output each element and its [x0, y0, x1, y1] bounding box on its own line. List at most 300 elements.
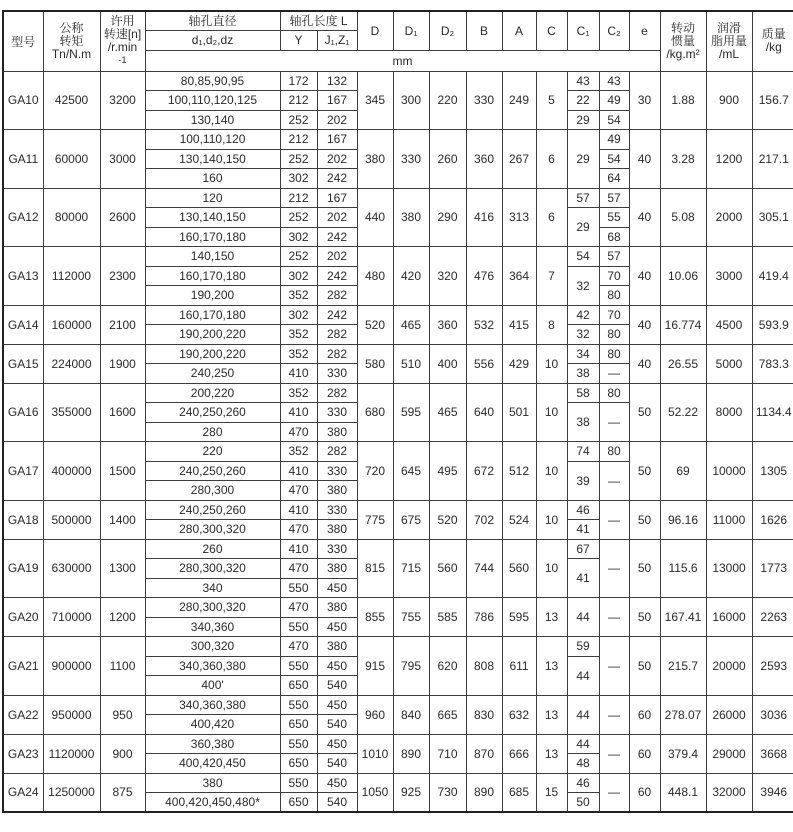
dim-d1-cell: 840: [393, 695, 429, 734]
grease-cell: 32000: [706, 773, 752, 812]
dim-d-cell: 380: [357, 130, 393, 189]
dim-c-cell: 10: [536, 539, 567, 598]
e-cell: 40: [629, 188, 660, 247]
c2-cell: —: [599, 500, 629, 539]
c2-cell: 55: [599, 208, 629, 228]
grease-cell: 11000: [706, 500, 752, 539]
bore-diameter-cell: 400,420,450: [145, 754, 280, 774]
dim-c-cell: 10: [536, 442, 567, 501]
dim-d2-cell: 730: [429, 773, 466, 812]
speed-cell: 1200: [100, 598, 145, 637]
bore-diameter-cell: 100,110,120,125: [145, 91, 280, 111]
col-header-length-jz: J₁,Z₁: [317, 30, 357, 50]
grease-cell: 2000: [706, 188, 752, 247]
length-jz-cell: 380: [317, 637, 357, 657]
dim-a-cell: 560: [502, 539, 536, 598]
speed-cell: 2100: [100, 305, 145, 344]
c1-cell: 32: [567, 266, 599, 305]
dim-d1-cell: 715: [393, 539, 429, 598]
col-header-D: D: [357, 11, 393, 50]
grease-cell: 4500: [706, 305, 752, 344]
dim-b-cell: 360: [466, 130, 502, 189]
c2-cell: 57: [599, 247, 629, 267]
dim-c-cell: 10: [536, 500, 567, 539]
bore-diameter-cell: 280,300,320: [145, 559, 280, 579]
bore-diameter-cell: 100,110,120: [145, 130, 280, 150]
torque-cell: 1250000: [43, 773, 100, 812]
length-y-cell: 410: [280, 539, 317, 559]
col-header-C2: C₂: [599, 11, 629, 50]
length-y-cell: 252: [280, 149, 317, 169]
dim-a-cell: 267: [502, 130, 536, 189]
length-y-cell: 352: [280, 286, 317, 306]
length-jz-cell: 450: [317, 695, 357, 715]
inertia-cell: 26.55: [660, 344, 706, 383]
col-header-model: 型号: [3, 11, 43, 71]
e-cell: 50: [629, 442, 660, 501]
speed-cell: 1100: [100, 637, 145, 696]
table-row: [3, 305, 793, 325]
e-cell: 60: [629, 773, 660, 812]
c1-cell: 67: [567, 539, 599, 559]
bore-diameter-cell: 80,85,90,95: [145, 71, 280, 91]
c2-cell: —: [599, 539, 629, 598]
model-cell: GA14: [3, 305, 43, 344]
torque-cell: 710000: [43, 598, 100, 637]
dim-b-cell: 870: [466, 734, 502, 773]
torque-cell: 60000: [43, 130, 100, 189]
length-y-cell: 410: [280, 364, 317, 384]
model-cell: GA24: [3, 773, 43, 812]
dim-d2-cell: 220: [429, 71, 466, 130]
length-jz-cell: 330: [317, 500, 357, 520]
c1-cell: 34: [567, 344, 599, 364]
length-jz-cell: 380: [317, 481, 357, 501]
c1-cell: 38: [567, 364, 599, 384]
length-jz-cell: 540: [317, 715, 357, 735]
bore-diameter-cell: 160,170,180: [145, 266, 280, 286]
speed-cell: 2300: [100, 247, 145, 306]
dim-d-cell: 915: [357, 637, 393, 696]
spec-table-header: [3, 11, 793, 71]
e-cell: 40: [629, 305, 660, 344]
model-cell: GA21: [3, 637, 43, 696]
bore-diameter-cell: 340: [145, 578, 280, 598]
dim-b-cell: 556: [466, 344, 502, 383]
length-jz-cell: 450: [317, 617, 357, 637]
length-y-cell: 550: [280, 656, 317, 676]
bore-diameter-cell: 160,170,180: [145, 227, 280, 247]
length-jz-cell: 242: [317, 266, 357, 286]
inertia-cell: 115.6: [660, 539, 706, 598]
bore-diameter-cell: 300,320: [145, 637, 280, 657]
c1-cell: 41: [567, 559, 599, 598]
length-y-cell: 550: [280, 773, 317, 793]
dim-d1-cell: 755: [393, 598, 429, 637]
length-y-cell: 550: [280, 734, 317, 754]
torque-cell: 42500: [43, 71, 100, 130]
grease-cell: 13000: [706, 539, 752, 598]
speed-cell: 1900: [100, 344, 145, 383]
dim-b-cell: 890: [466, 773, 502, 812]
torque-cell: 900000: [43, 637, 100, 696]
dim-a-cell: 313: [502, 188, 536, 247]
dim-d2-cell: 520: [429, 500, 466, 539]
c1-cell: 58: [567, 383, 599, 403]
dim-a-cell: 415: [502, 305, 536, 344]
model-cell: GA18: [3, 500, 43, 539]
length-y-cell: 352: [280, 442, 317, 462]
c2-cell: —: [599, 598, 629, 637]
e-cell: 50: [629, 383, 660, 442]
length-y-cell: 252: [280, 247, 317, 267]
c1-cell: 48: [567, 754, 599, 774]
c2-cell: 80: [599, 383, 629, 403]
dim-d-cell: 720: [357, 442, 393, 501]
dim-d-cell: 580: [357, 344, 393, 383]
speed-cell: 3200: [100, 71, 145, 130]
dim-a-cell: 685: [502, 773, 536, 812]
spec-table-body: [3, 71, 793, 812]
length-jz-cell: 202: [317, 208, 357, 228]
dim-d-cell: 345: [357, 71, 393, 130]
c2-cell: 64: [599, 169, 629, 189]
dim-d1-cell: 595: [393, 383, 429, 442]
dim-d1-cell: 465: [393, 305, 429, 344]
c2-cell: 54: [599, 149, 629, 169]
dim-c-cell: 10: [536, 383, 567, 442]
c1-cell: 46: [567, 500, 599, 520]
length-jz-cell: 450: [317, 578, 357, 598]
table-row: [3, 71, 793, 91]
dim-c-cell: 5: [536, 71, 567, 130]
mass-cell: 305.1: [752, 188, 793, 247]
dim-a-cell: 249: [502, 71, 536, 130]
length-y-cell: 650: [280, 676, 317, 696]
c2-cell: 70: [599, 305, 629, 325]
col-header-D1: D₁: [393, 11, 429, 50]
bore-diameter-cell: 190,200,220: [145, 344, 280, 364]
mass-cell: 2263: [752, 598, 793, 637]
col-header-e: e: [629, 11, 660, 50]
dim-d2-cell: 465: [429, 383, 466, 442]
model-cell: GA12: [3, 188, 43, 247]
dim-d1-cell: 645: [393, 442, 429, 501]
c1-cell: 59: [567, 637, 599, 657]
bore-diameter-cell: 280,300,320: [145, 520, 280, 540]
bore-diameter-cell: 240,250: [145, 364, 280, 384]
bore-diameter-cell: 280,300: [145, 481, 280, 501]
length-y-cell: 470: [280, 637, 317, 657]
grease-cell: 20000: [706, 637, 752, 696]
torque-cell: 500000: [43, 500, 100, 539]
col-header-B: B: [466, 11, 502, 50]
dim-d2-cell: 260: [429, 130, 466, 189]
dim-b-cell: 532: [466, 305, 502, 344]
dim-d2-cell: 710: [429, 734, 466, 773]
model-cell: GA10: [3, 71, 43, 130]
model-cell: GA16: [3, 383, 43, 442]
dim-b-cell: 808: [466, 637, 502, 696]
mass-cell: 1134.4: [752, 383, 793, 442]
c2-cell: 80: [599, 442, 629, 462]
grease-cell: 900: [706, 71, 752, 130]
inertia-cell: 10.06: [660, 247, 706, 306]
c1-cell: 38: [567, 403, 599, 442]
dim-a-cell: 666: [502, 734, 536, 773]
e-cell: 30: [629, 71, 660, 130]
length-jz-cell: 282: [317, 344, 357, 364]
model-cell: GA17: [3, 442, 43, 501]
length-y-cell: 352: [280, 383, 317, 403]
dim-d-cell: 680: [357, 383, 393, 442]
dim-a-cell: 501: [502, 383, 536, 442]
c2-cell: —: [599, 773, 629, 812]
e-cell: 60: [629, 734, 660, 773]
bore-diameter-cell: 130,140,150: [145, 149, 280, 169]
dim-d-cell: 1050: [357, 773, 393, 812]
mass-cell: 3036: [752, 695, 793, 734]
length-jz-cell: 242: [317, 305, 357, 325]
dim-d-cell: 480: [357, 247, 393, 306]
grease-cell: 1200: [706, 130, 752, 189]
c2-cell: —: [599, 403, 629, 442]
length-jz-cell: 242: [317, 169, 357, 189]
c1-cell: 44: [567, 656, 599, 695]
dim-d2-cell: 620: [429, 637, 466, 696]
model-cell: GA11: [3, 130, 43, 189]
dim-d-cell: 775: [357, 500, 393, 539]
dim-a-cell: 524: [502, 500, 536, 539]
length-jz-cell: 132: [317, 71, 357, 91]
col-header-A: A: [502, 11, 536, 50]
length-y-cell: 212: [280, 130, 317, 150]
c1-cell: 74: [567, 442, 599, 462]
col-header-length-y: Y: [280, 30, 317, 50]
c2-cell: 49: [599, 91, 629, 111]
length-jz-cell: 282: [317, 286, 357, 306]
c2-cell: 54: [599, 110, 629, 130]
dim-d2-cell: 665: [429, 695, 466, 734]
length-jz-cell: 330: [317, 403, 357, 423]
c1-cell: 32: [567, 325, 599, 345]
length-y-cell: 550: [280, 617, 317, 637]
bore-diameter-cell: 130,140: [145, 110, 280, 130]
c2-cell: 68: [599, 227, 629, 247]
table-row: [3, 695, 793, 715]
torque-cell: 950000: [43, 695, 100, 734]
length-y-cell: 302: [280, 227, 317, 247]
length-y-cell: 410: [280, 403, 317, 423]
length-y-cell: 470: [280, 481, 317, 501]
length-jz-cell: 202: [317, 149, 357, 169]
length-jz-cell: 330: [317, 364, 357, 384]
dim-d2-cell: 495: [429, 442, 466, 501]
dim-d1-cell: 380: [393, 188, 429, 247]
dim-b-cell: 672: [466, 442, 502, 501]
bore-diameter-cell: 360,380: [145, 734, 280, 754]
bore-diameter-cell: 260: [145, 539, 280, 559]
inertia-cell: 215.7: [660, 637, 706, 696]
length-jz-cell: 202: [317, 247, 357, 267]
dim-c-cell: 15: [536, 773, 567, 812]
mass-cell: 1305: [752, 442, 793, 501]
dim-a-cell: 512: [502, 442, 536, 501]
length-y-cell: 650: [280, 715, 317, 735]
table-row: [3, 442, 793, 462]
c2-cell: 80: [599, 344, 629, 364]
inertia-cell: 448.1: [660, 773, 706, 812]
c1-cell: 29: [567, 110, 599, 130]
col-header-bore-length: 轴孔长度 L: [280, 11, 357, 30]
dim-d1-cell: 300: [393, 71, 429, 130]
bore-diameter-cell: 140,150: [145, 247, 280, 267]
c1-cell: 42: [567, 305, 599, 325]
speed-cell: 950: [100, 695, 145, 734]
c2-cell: 80: [599, 325, 629, 345]
grease-cell: 8000: [706, 383, 752, 442]
col-header-bore-diameter-sub: d₁,d₂,dz: [145, 30, 280, 50]
torque-cell: 630000: [43, 539, 100, 598]
inertia-cell: 5.08: [660, 188, 706, 247]
dim-d-cell: 815: [357, 539, 393, 598]
length-jz-cell: 450: [317, 734, 357, 754]
dim-d2-cell: 400: [429, 344, 466, 383]
speed-cell: 3000: [100, 130, 145, 189]
table-row: [3, 344, 793, 364]
model-cell: GA22: [3, 695, 43, 734]
mass-cell: 3946: [752, 773, 793, 812]
model-cell: GA23: [3, 734, 43, 773]
speed-cell: 2600: [100, 188, 145, 247]
speed-cell: 1600: [100, 383, 145, 442]
torque-cell: 80000: [43, 188, 100, 247]
length-jz-cell: 380: [317, 598, 357, 618]
length-y-cell: 550: [280, 695, 317, 715]
speed-cell: 1500: [100, 442, 145, 501]
c1-cell: 44: [567, 734, 599, 754]
e-cell: 50: [629, 598, 660, 637]
col-header-grease: 润滑 脂用量 /mL: [706, 11, 752, 71]
table-row: [3, 247, 793, 267]
c1-cell: 43: [567, 71, 599, 91]
dim-c-cell: 6: [536, 130, 567, 189]
torque-cell: 400000: [43, 442, 100, 501]
dim-a-cell: 611: [502, 637, 536, 696]
torque-cell: 355000: [43, 383, 100, 442]
e-cell: 50: [629, 500, 660, 539]
bore-diameter-cell: 130,140,150: [145, 208, 280, 228]
length-jz-cell: 380: [317, 520, 357, 540]
c2-cell: —: [599, 637, 629, 696]
dim-c-cell: 13: [536, 637, 567, 696]
length-jz-cell: 202: [317, 110, 357, 130]
e-cell: 50: [629, 637, 660, 696]
dim-c-cell: 13: [536, 734, 567, 773]
c1-cell: 46: [567, 773, 599, 793]
c1-cell: 22: [567, 91, 599, 111]
mass-cell: 3668: [752, 734, 793, 773]
bore-diameter-cell: 280,300,320: [145, 598, 280, 618]
table-row: [3, 188, 793, 208]
bore-diameter-cell: 340,360,380: [145, 695, 280, 715]
table-row: [3, 734, 793, 754]
dim-d1-cell: 675: [393, 500, 429, 539]
c2-cell: 70: [599, 266, 629, 286]
c2-cell: 49: [599, 130, 629, 150]
length-jz-cell: 540: [317, 793, 357, 813]
bore-diameter-cell: 190,200,220: [145, 325, 280, 345]
col-header-bore-diameter: 轴孔直径: [145, 11, 280, 30]
col-header-speed: 许用 转速[n] /r.min -1: [100, 11, 145, 71]
bore-diameter-cell: 240,250,260: [145, 403, 280, 423]
table-row: [3, 637, 793, 657]
dim-b-cell: 830: [466, 695, 502, 734]
mass-cell: 2593: [752, 637, 793, 696]
length-y-cell: 470: [280, 598, 317, 618]
length-jz-cell: 540: [317, 676, 357, 696]
col-header-torque: 公称 转矩 Tn/N.m: [43, 11, 100, 71]
dim-d-cell: 1010: [357, 734, 393, 773]
dim-d1-cell: 510: [393, 344, 429, 383]
dim-c-cell: 10: [536, 344, 567, 383]
torque-cell: 224000: [43, 344, 100, 383]
bore-diameter-cell: 220: [145, 442, 280, 462]
c2-cell: 57: [599, 188, 629, 208]
c2-cell: 80: [599, 286, 629, 306]
bore-diameter-cell: 240,250,260: [145, 500, 280, 520]
e-cell: 60: [629, 695, 660, 734]
bore-diameter-cell: 160: [145, 169, 280, 189]
length-jz-cell: 450: [317, 773, 357, 793]
length-y-cell: 650: [280, 793, 317, 813]
table-row: [3, 130, 793, 150]
dim-a-cell: 595: [502, 598, 536, 637]
grease-cell: 16000: [706, 598, 752, 637]
c1-cell: 39: [567, 461, 599, 500]
dim-b-cell: 476: [466, 247, 502, 306]
mass-cell: 1626: [752, 500, 793, 539]
model-cell: GA20: [3, 598, 43, 637]
inertia-cell: 278.07: [660, 695, 706, 734]
table-row: [3, 773, 793, 793]
length-jz-cell: 282: [317, 383, 357, 403]
length-jz-cell: 282: [317, 442, 357, 462]
col-header-mass: 质量 /kg: [752, 11, 793, 71]
inertia-cell: 1.88: [660, 71, 706, 130]
dim-d2-cell: 560: [429, 539, 466, 598]
dim-c-cell: 13: [536, 598, 567, 637]
dim-d2-cell: 360: [429, 305, 466, 344]
dim-a-cell: 429: [502, 344, 536, 383]
c1-cell: 29: [567, 208, 599, 247]
length-jz-cell: 450: [317, 656, 357, 676]
length-y-cell: 302: [280, 266, 317, 286]
length-y-cell: 302: [280, 305, 317, 325]
dim-b-cell: 640: [466, 383, 502, 442]
length-y-cell: 172: [280, 71, 317, 91]
length-y-cell: 302: [280, 169, 317, 189]
c1-cell: 44: [567, 598, 599, 637]
c1-cell: 29: [567, 130, 599, 189]
dim-b-cell: 330: [466, 71, 502, 130]
grease-cell: 29000: [706, 734, 752, 773]
inertia-cell: 16.774: [660, 305, 706, 344]
spec-table: [2, 10, 793, 813]
c2-cell: 43: [599, 71, 629, 91]
col-header-inertia: 转动 惯量 /kg.m²: [660, 11, 706, 71]
dim-d-cell: 440: [357, 188, 393, 247]
